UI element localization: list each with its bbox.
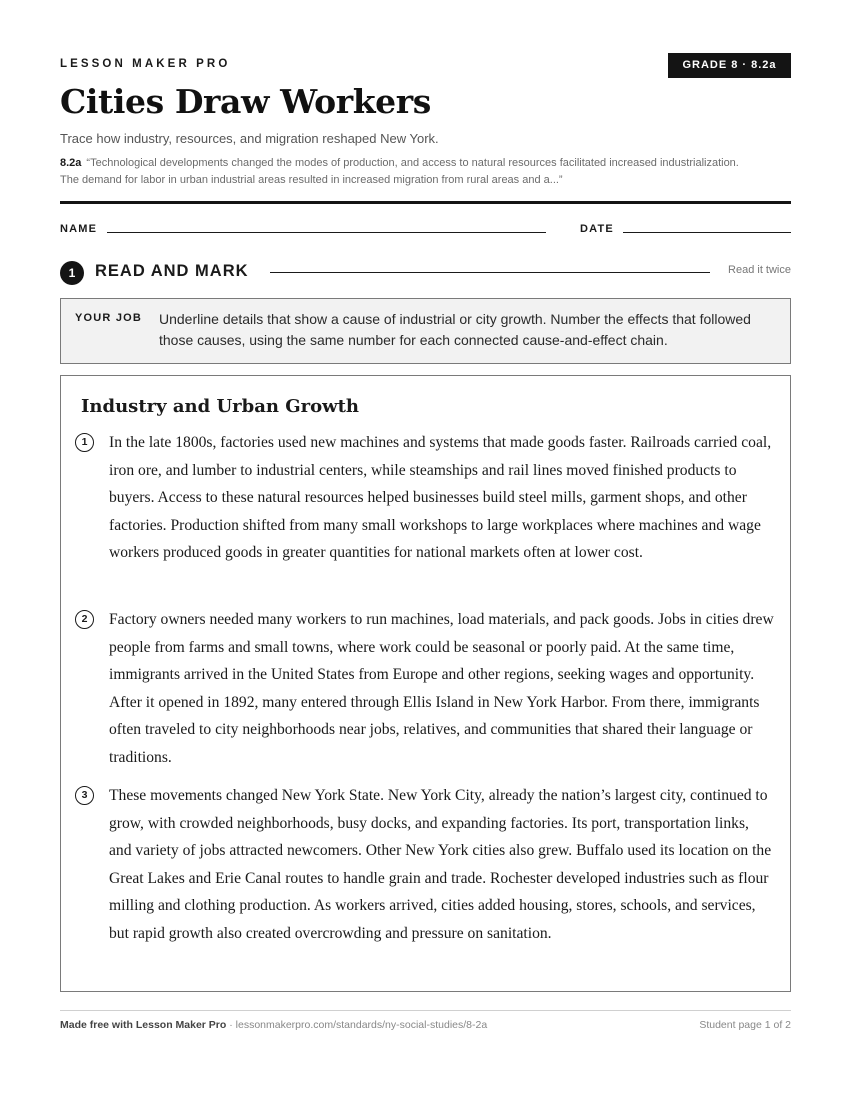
section-title: READ AND MARK — [95, 262, 249, 280]
section-note: Read it twice — [728, 264, 791, 276]
paragraph-number: 3 — [75, 786, 94, 805]
paragraph-number: 2 — [75, 610, 94, 629]
reading-passage — [60, 375, 791, 992]
footer-url[interactable]: · lessonmakerpro.com/standards/ny-social-studies/8-2a — [226, 1019, 488, 1031]
grade-badge: GRADE 8 · 8.2a — [668, 53, 791, 78]
date-label: DATE — [580, 223, 614, 235]
instructions-label: YOUR JOB — [75, 312, 143, 324]
paragraph-text[interactable]: In the late 1800s, factories used new machines and systems that made goods faster. Railroads carried coal, iron ore, and lumber to industrial centers, while steamships and rail lines moved finished products to buyers. Access to these natural resources helped businesses build steel mills, garment shops, and other factories. Production shifted from many small workshops to large workplaces where machines and wage workers produced goods in greater quantities for national markets often at lower cost. — [109, 434, 772, 562]
page-title: Cities Draw Workers — [60, 82, 431, 121]
name-field[interactable] — [107, 232, 546, 233]
page-subtitle: Trace how industry, resources, and migration reshaped New York. — [60, 131, 439, 146]
date-field[interactable] — [623, 232, 791, 233]
standard-code: 8.2a — [60, 157, 82, 169]
passage-title: Industry and Urban Growth — [81, 396, 359, 417]
brand-name: LESSON MAKER PRO — [60, 58, 231, 70]
page-indicator: Student page 1 of 2 — [699, 1019, 791, 1031]
instructions-text: Underline details that show a cause of industrial or city growth. Number the effects that followed those causes, using the same number for each connected cause-and-effect chain. — [159, 311, 751, 348]
instructions-box — [60, 298, 791, 364]
worksheet-page — [60, 0, 791, 1100]
paragraph-number: 1 — [75, 433, 94, 452]
standard-quote — [60, 155, 750, 189]
footer-divider — [60, 1010, 791, 1011]
section-divider — [270, 272, 710, 273]
paragraph-text[interactable]: These movements changed New York State. New York City, already the nation’s largest city, continued to grow, with crowded neighborhoods, busy docks, and expanding factories. Its port, transportation links, and variety of jobs attracted newcomers. Other New York cities also grew. Buffalo used its location on the Great Lakes and Erie Canal routes to handle grain and trade. Rochester developed industries such as flour milling and clothing production. As workers arrived, cities added housing, stores, schools, and services, but rapid growth also created overcrowding and pressure on sanitation. — [109, 787, 772, 942]
standard-text: “Technological developments changed the modes of production, and access to natural resources facilitated increased industrialization. The demand for labor in urban industrial areas resulted in increased migration from rural areas and a...” — [60, 157, 739, 186]
footer-made-with: Made free with Lesson Maker Pro — [60, 1019, 227, 1031]
footer-credit — [60, 1019, 487, 1031]
name-label: NAME — [60, 223, 98, 235]
header-divider — [60, 201, 791, 204]
paragraph-text[interactable]: Factory owners needed many workers to run machines, load materials, and pack goods. Jobs in cities drew people from farms and small towns, where work could be seasonal or poorly paid. At the same time, immigrants arrived in the United States from Europe and other regions, seeking wages and opportunity. After it opened in 1892, many entered through Ellis Island in New York Harbor. From there, immigrants often traveled to city neighborhoods near jobs, relatives, and communities that shared their language or traditions. — [109, 611, 774, 766]
section-number-badge: 1 — [60, 261, 84, 285]
